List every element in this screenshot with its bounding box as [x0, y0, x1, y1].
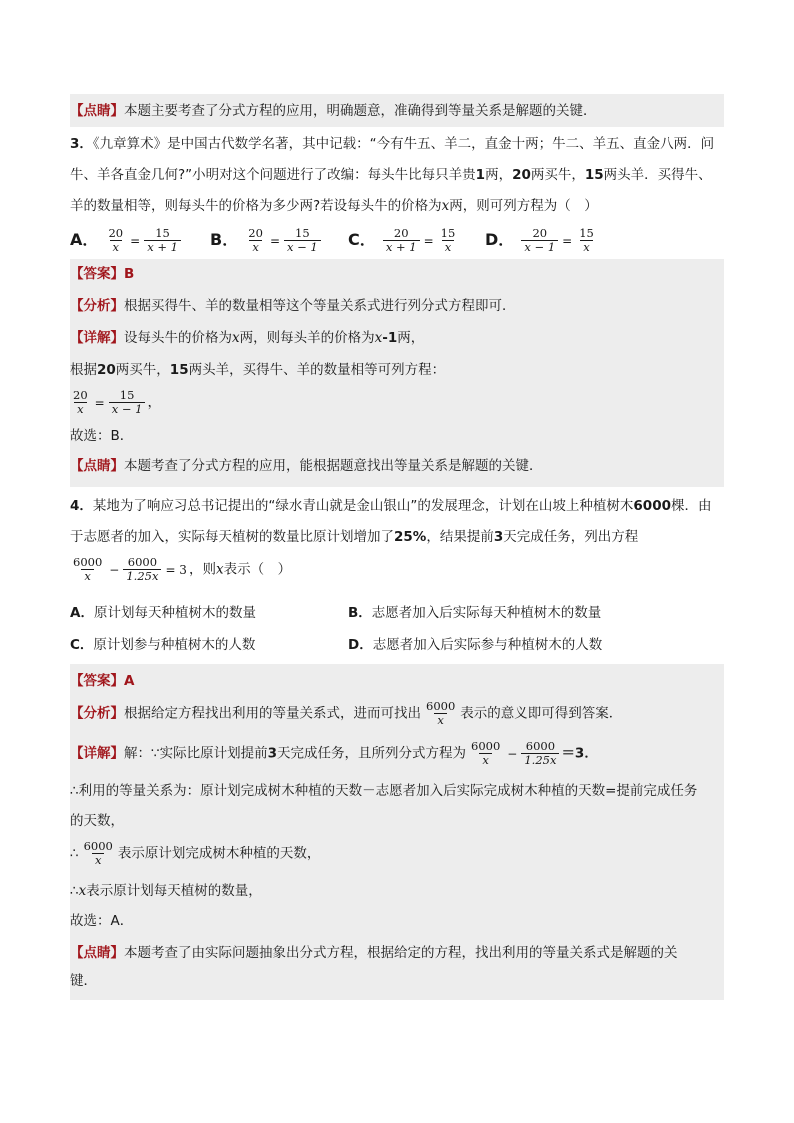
- q4-num: 25%: [394, 529, 427, 545]
- q4-text: 某地为了响应习总书记提出的“绿水青山就是金山银山”的发展理念，计划在山坡上种植树木: [92, 498, 634, 514]
- q3-text-1: 《九章算术》是中国古代数学名著，其中记载：“今有牛五、羊二，直金十两；牛二、羊五、直金八两．问: [92, 136, 715, 152]
- analysis-text: 根据买得牛、羊的数量相等这个等量关系式进行列分式方程即可．: [124, 298, 516, 314]
- q3-comment-line: [70, 457, 724, 481]
- numerator: 6000: [471, 739, 501, 753]
- denominator: x: [249, 240, 262, 254]
- var-x: x: [232, 330, 240, 346]
- q3-line-3: [70, 197, 724, 227]
- q4-comment-line-2: [70, 972, 724, 994]
- analysis-text: 根据给定方程找出利用的等量关系式，进而可找出: [124, 705, 421, 722]
- q3-text-3a: 羊的数量相等，则每头牛的价格为多少两?若设每头牛的价格为: [70, 198, 442, 214]
- detail-text: ∴利用的等量关系为：原计划完成树木种植的天数－志愿者加入后实际完成树木种植的天数=提前完成任务: [70, 783, 698, 799]
- comment-text: 本题考查了由实际问题抽象出分式方程，根据给定的方程，找出利用的等量关系式是解题的关: [124, 945, 678, 961]
- answer-tag: 【答案】: [70, 266, 124, 282]
- fraction: [144, 227, 181, 254]
- q4-text: 表示（ ）: [223, 561, 292, 578]
- q3-num-15: 15: [584, 167, 604, 183]
- equals: =: [94, 395, 105, 410]
- answer-value: A: [124, 673, 135, 689]
- numerator: 15: [119, 388, 135, 402]
- question-3: [70, 127, 724, 487]
- fraction: [70, 556, 105, 583]
- denominator: x − 1: [521, 240, 558, 254]
- q4-option-c: [70, 634, 255, 654]
- comment-text: 本题考查了分式方程的应用，能根据题意找出等量关系是解题的关键．: [124, 458, 543, 474]
- q4-option-d: [348, 634, 602, 654]
- denominator: x: [442, 240, 455, 254]
- choose-text: 故选：B．: [70, 428, 134, 444]
- fraction: [81, 840, 116, 867]
- equals: =: [269, 233, 280, 248]
- fraction: [468, 740, 503, 767]
- q4-text: ，则: [188, 561, 216, 578]
- detail-text: 表示原计划每天植树的数量，: [86, 883, 262, 899]
- equals: = 3: [165, 562, 187, 577]
- var-x: x: [374, 330, 383, 346]
- detail-num: 20: [97, 362, 116, 378]
- q4-analysis-line: [70, 700, 724, 740]
- option-label: B．: [210, 230, 239, 249]
- numerator: 6000: [525, 739, 556, 753]
- option-text: 原计划每天种植树木的数量: [93, 605, 256, 621]
- numerator: 6000: [127, 555, 158, 569]
- fraction: [109, 389, 146, 416]
- q3-text-2e: 两买牛，: [530, 167, 585, 183]
- document-page: [70, 94, 724, 1000]
- detail-text: 根据: [70, 362, 97, 378]
- option-text: 志愿者加入后实际每天种植树木的数量: [371, 605, 602, 621]
- q3-text-3b: 两，则可列方程为（ ）: [449, 198, 598, 214]
- analysis-text: 表示的意义即可得到答案．: [460, 705, 623, 722]
- option-label: B．: [348, 605, 372, 621]
- detail-text: -1: [382, 330, 398, 346]
- denominator: x: [81, 569, 94, 583]
- question-4: [70, 487, 724, 1000]
- q4-detail-line-4: [70, 840, 724, 882]
- denominator: 1.25x: [521, 753, 559, 767]
- detail-text: 两，: [397, 330, 425, 346]
- option-label: C．: [70, 637, 94, 653]
- equals: =: [130, 233, 141, 248]
- q3-line-1: [70, 135, 724, 166]
- fraction: [521, 740, 559, 767]
- therefore-symbol: ∴: [70, 845, 79, 862]
- analysis-tag: 【分析】: [70, 298, 124, 314]
- fraction: [105, 227, 126, 254]
- detail-text: ，: [147, 394, 161, 411]
- q4-choose-line: [70, 912, 724, 944]
- equals: =: [562, 233, 573, 248]
- q3-answer-line: [70, 265, 724, 297]
- therefore-symbol: ∴: [70, 883, 79, 899]
- q4-solution-block: [70, 664, 724, 1000]
- q4-detail-line-2: [70, 782, 724, 812]
- q3-detail-line-2: [70, 361, 724, 389]
- numerator: 20: [73, 388, 88, 402]
- fraction: [521, 227, 558, 254]
- q4-text: 于志愿者的加入，实际每天植树的数量比原计划增加了: [70, 529, 394, 545]
- detail-num: 3: [267, 745, 277, 762]
- q4-option-b: [348, 602, 601, 622]
- detail-text: 的天数，: [70, 813, 124, 829]
- q3-option-a: [70, 227, 183, 254]
- denominator: 1.25x: [123, 569, 161, 583]
- detail-text: 设每头牛的价格为: [124, 330, 232, 346]
- detail-text: ＝3．: [561, 745, 598, 762]
- q4-detail-line-5: [70, 882, 724, 912]
- option-label: D．: [485, 230, 515, 249]
- numerator: 6000: [73, 555, 103, 569]
- answer-tag: 【答案】: [70, 673, 124, 689]
- fraction: [438, 227, 459, 254]
- q3-text-2c: 两，: [485, 167, 513, 183]
- question-number: 3．: [70, 136, 93, 152]
- q4-text: 天完成任务，列出方程: [503, 529, 639, 545]
- q4-num: 3: [493, 529, 504, 545]
- denominator: x: [479, 753, 492, 767]
- numerator: 20: [108, 226, 124, 240]
- fraction: [245, 227, 266, 254]
- answer-value: B: [124, 266, 135, 282]
- q4-comment-line-1: [70, 944, 724, 972]
- minus: −: [507, 746, 518, 761]
- option-label: D．: [348, 637, 373, 653]
- numerator: 6000: [83, 839, 113, 853]
- denominator: x − 1: [109, 402, 146, 416]
- fraction: [284, 227, 321, 254]
- q3-num-20: 20: [512, 167, 531, 183]
- q4-num: 6000: [633, 498, 671, 514]
- q3-option-b: [210, 227, 323, 254]
- detail-text: 两，则每头羊的价格为: [239, 330, 375, 346]
- q3-detail-line-1: [70, 329, 724, 361]
- denominator: x: [110, 240, 123, 254]
- detail-tag: 【详解】: [70, 330, 124, 346]
- equals: =: [423, 233, 434, 248]
- q4-text: ，结果提前: [426, 529, 494, 545]
- denominator: x: [580, 240, 593, 254]
- var-x: x: [215, 561, 224, 578]
- q4-line-3: [70, 556, 724, 596]
- denominator: x: [74, 402, 87, 416]
- question-number: 4．: [70, 498, 93, 514]
- denominator: x: [92, 853, 105, 867]
- top-comment-line: [70, 102, 724, 120]
- q4-option-a: [70, 602, 256, 622]
- comment-tag: 【点睛】: [70, 458, 124, 474]
- detail-text: 两买牛，: [115, 362, 170, 378]
- q3-analysis-line: [70, 297, 724, 329]
- option-label: C．: [348, 230, 376, 249]
- q4-text: 棵．由: [670, 498, 712, 514]
- numerator: 20: [393, 226, 409, 240]
- numerator: 6000: [426, 699, 456, 713]
- choose-text: 故选：A．: [70, 913, 134, 929]
- q4-line-1: [70, 497, 724, 528]
- option-label: A．: [70, 230, 99, 249]
- fraction: [576, 227, 597, 254]
- q4-options-row-2: [70, 628, 724, 660]
- minus: −: [109, 562, 120, 577]
- q4-answer-line: [70, 670, 724, 700]
- q3-text-2g: 两头羊．买得牛、: [603, 167, 712, 183]
- detail-text: 表示原计划完成树木种植的天数，: [117, 845, 321, 862]
- denominator: x: [434, 713, 447, 727]
- comment-tag: 【点睛】: [70, 945, 124, 961]
- numerator: 15: [155, 226, 170, 240]
- denominator: x + 1: [144, 240, 181, 254]
- q3-options: [70, 227, 724, 259]
- q4-detail-line-1: [70, 740, 724, 782]
- q3-var-x: x: [441, 198, 450, 214]
- q4-detail-line-3: [70, 812, 724, 840]
- top-comment-block: [70, 94, 724, 127]
- fraction: [70, 389, 91, 416]
- q4-options-row-1: [70, 596, 724, 628]
- fraction: [423, 700, 458, 727]
- comment-tag: 【点睛】: [70, 103, 124, 119]
- numerator: 15: [295, 226, 310, 240]
- fraction: [383, 227, 420, 254]
- analysis-tag: 【分析】: [70, 705, 124, 722]
- comment-text: 本题主要考查了分式方程的应用，明确题意，准确得到等量关系是解题的关键．: [124, 103, 597, 119]
- comment-text: 键．: [70, 973, 97, 989]
- detail-tag: 【详解】: [70, 745, 124, 762]
- detail-num: 15: [169, 362, 189, 378]
- option-text: 原计划参与种植树木的人数: [93, 637, 256, 653]
- numerator: 20: [532, 226, 548, 240]
- numerator: 20: [248, 226, 263, 240]
- detail-text: 解：∵实际比原计划提前: [124, 745, 268, 762]
- detail-text: 两头羊，买得牛、羊的数量相等可列方程：: [188, 362, 446, 378]
- q3-solution-block: [70, 259, 724, 487]
- q3-text-2a: 牛、羊各直金几何?”小明对这个问题进行了改编：每头牛比每只羊贵: [70, 167, 476, 183]
- var-x: x: [78, 883, 87, 899]
- q3-option-d: [485, 227, 599, 254]
- denominator: x + 1: [383, 240, 420, 254]
- option-label: A．: [70, 605, 94, 621]
- detail-text: 天完成任务，且所列分式方程为: [277, 745, 466, 762]
- fraction: [123, 556, 161, 583]
- option-text: 志愿者加入后实际参与种植树木的人数: [372, 637, 603, 653]
- q3-num-1: 1: [475, 167, 486, 183]
- q3-option-c: [348, 227, 460, 254]
- q3-equation-line: [70, 389, 724, 427]
- q4-line-2: [70, 528, 724, 556]
- numerator: 15: [440, 226, 456, 240]
- q3-choose-line: [70, 427, 724, 457]
- denominator: x − 1: [284, 240, 321, 254]
- numerator: 15: [579, 226, 594, 240]
- q3-line-2: [70, 166, 724, 197]
